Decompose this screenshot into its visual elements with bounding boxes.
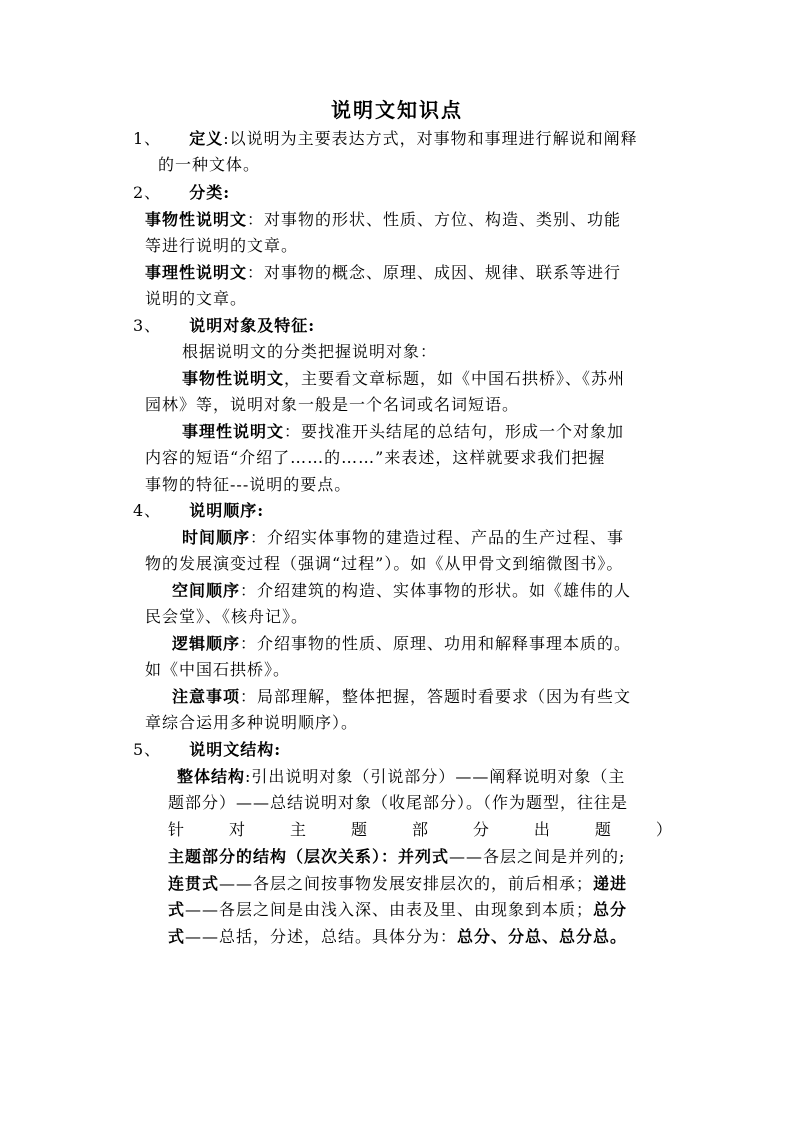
item-line: 事物的特征---说明的要点。 <box>145 475 352 494</box>
item-heading: 注意事项 <box>172 687 241 706</box>
item-line <box>145 208 621 232</box>
item-heading: 式 <box>168 927 186 946</box>
item-text: ：局部理解，整体把握，答题时看要求（因为有些文 <box>240 687 632 706</box>
section-2 <box>133 181 230 205</box>
item-text: ，主要看文章标题，如《中国石拱桥》、《苏州 <box>284 369 626 388</box>
item-line: 题部分）——总结说明对象（收尾部分）。（作为题型，往往是 <box>168 793 629 812</box>
item-text: ：对事物的概念、原理、成因、规律、联系等进行 <box>247 263 622 282</box>
item-text: ：介绍事物的性质、原理、功用和解释事理本质的。 <box>240 634 632 653</box>
item-heading: 主题部分的结构（层次关系）：并列式 <box>168 847 450 866</box>
char: 出 <box>533 820 551 839</box>
item-text: :引出说明对象（引说部分）——阐释说明对象（主 <box>245 767 626 786</box>
item-text: ——各层之间按事物发展安排层次的，前后相承； <box>219 874 594 893</box>
item-heading: 逻辑顺序 <box>172 634 241 653</box>
page-title: 说明文知识点 <box>331 98 463 122</box>
section-heading: 说明文结构: <box>189 740 282 759</box>
item-line <box>172 632 631 656</box>
section-4 <box>133 499 264 523</box>
item-heading: 式 <box>168 900 186 919</box>
item-heading: 总分、分总、总分总。 <box>457 927 628 946</box>
item-text: ：对事物的形状、性质、方位、构造、类别、功能 <box>247 210 622 229</box>
item-line <box>168 872 627 896</box>
item-line <box>168 845 625 869</box>
item-line: 民会堂》、《核舟记》。 <box>145 607 309 626</box>
item-line <box>182 367 625 391</box>
section-number: 2、 <box>133 183 162 202</box>
item-heading: 事理性说明文 <box>182 422 285 441</box>
section-1 <box>133 127 638 151</box>
item-heading: 连贯式 <box>168 874 220 893</box>
section-heading: 说明顺序: <box>189 501 265 520</box>
item-text: ：介绍实体事物的建造过程、产品的生产过程、事 <box>250 528 625 547</box>
section-3 <box>133 314 315 338</box>
item-text: ——总括，分述，总结。具体分为： <box>185 927 458 946</box>
section-5 <box>133 738 281 762</box>
section-heading: 定义 <box>189 129 224 148</box>
item-text: ——各层之间是并列的; <box>449 847 626 866</box>
char: 主 <box>289 820 307 839</box>
item-line <box>172 579 631 603</box>
item-line <box>145 261 621 285</box>
section-number: 3、 <box>133 316 162 335</box>
item-line <box>168 925 627 949</box>
section-number: 5、 <box>133 740 162 759</box>
char: 题 <box>594 820 612 839</box>
item-heading: 时间顺序 <box>182 528 251 547</box>
item-text: ——各层之间是由浅入深、由表及里、由现象到本质； <box>185 900 594 919</box>
section-number: 1、 <box>133 129 162 148</box>
item-heading: 事物性说明文 <box>145 210 248 229</box>
char: 针 <box>168 820 186 839</box>
item-line: 说明的文章。 <box>145 289 248 308</box>
char: 对 <box>228 820 246 839</box>
section-number: 4、 <box>133 501 162 520</box>
item-line: 物的发展演变过程（强调“过程”）。如《从甲骨文到缩微图书》。 <box>145 554 624 573</box>
item-heading: 递进 <box>593 874 628 893</box>
item-line <box>182 526 624 550</box>
item-heading: 事物性说明文 <box>182 369 285 388</box>
item-line: 章综合运用多种说明顺序）。 <box>145 713 359 732</box>
item-line <box>177 765 625 789</box>
section-1-line-2: 的一种文体。 <box>158 155 261 174</box>
item-line <box>182 420 624 444</box>
item-heading: 空间顺序 <box>172 581 241 600</box>
section-text: :以说明为主要表达方式，对事物和事理进行解说和阐释 <box>223 129 638 148</box>
char: ） <box>655 820 673 839</box>
item-heading: 整体结构 <box>177 767 246 786</box>
item-text: ：要找准开头结尾的总结句，形成一个对象加 <box>284 422 625 441</box>
item-heading: 总分 <box>593 900 628 919</box>
item-text: ：介绍建筑的构造、实体事物的形状。如《雄伟的人 <box>240 581 632 600</box>
section-heading: 分类: <box>189 183 231 202</box>
item-line: 等进行说明的文章。 <box>145 236 299 255</box>
item-line <box>172 685 631 709</box>
item-line: 如《中国石拱桥》。 <box>145 660 291 679</box>
char: 题 <box>350 820 368 839</box>
item-line: 内容的短语“介绍了……的……”来表述，这样就要求我们把握 <box>145 448 606 467</box>
item-line <box>168 898 627 922</box>
item-heading: 事理性说明文 <box>145 263 248 282</box>
item-line: 园林》等，说明对象一般是一个名词或名词短语。 <box>145 395 520 414</box>
item-line-justified <box>168 818 673 842</box>
char: 部 <box>411 820 429 839</box>
section-heading: 说明对象及特征: <box>189 316 316 335</box>
char: 分 <box>472 820 490 839</box>
item-line: 根据说明文的分类把握说明对象： <box>182 342 438 361</box>
